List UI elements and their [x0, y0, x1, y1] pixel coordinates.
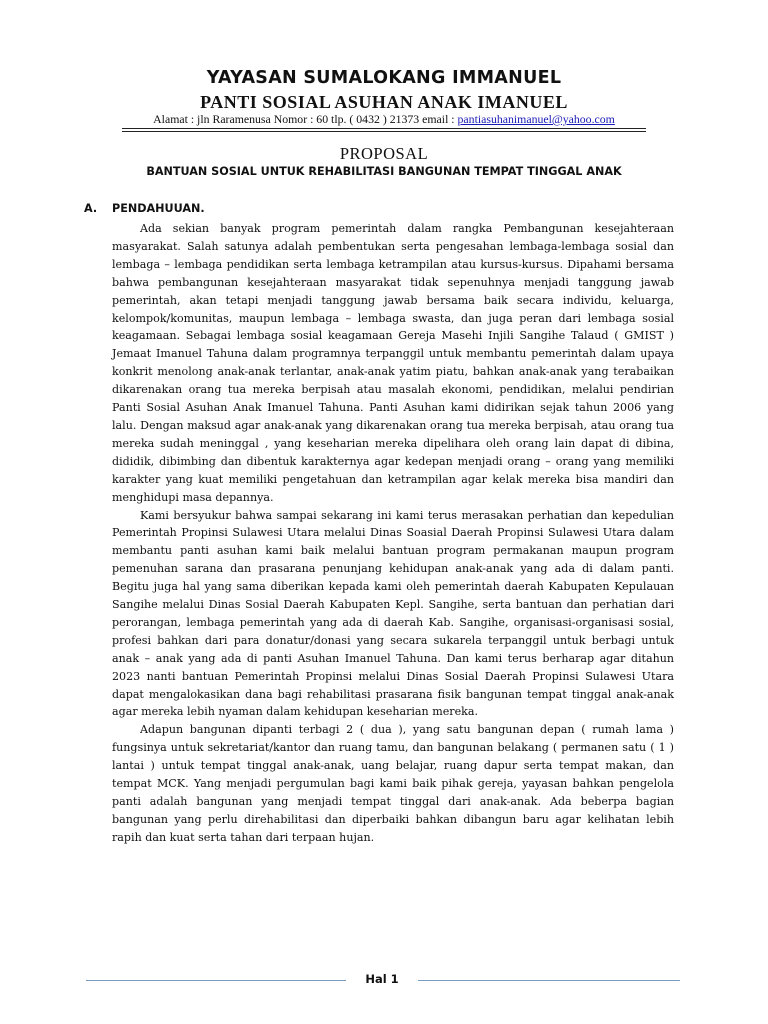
footer-divider-left [86, 980, 346, 981]
header-divider-top [122, 128, 646, 129]
address-text: Alamat : jln Raramenusa Nomor : 60 tlp. ( 0432 ) 21373 email : [153, 112, 458, 126]
paragraph-1: Ada sekian banyak program pemerintah dalam rangka Pembangunan kesejahteraan masyarakat. Salah satunya adalah pembentukan serta pengesahan lembaga-lembaga sosial dan lembaga – lembaga pendidikan serta lembaga ketrampilan atau kursus-kursus. Dipahami bersama bahwa pembangunan kesejahteraan masyarakat tidak sepenuhnya menjadi tanggung jawab pemerintah, akan tetapi menjadi tanggung jawab bersama baik secara individu, keluarga, kelompok/komunitas, maupun lembaga – lembaga swasta, dan juga peran dari lembaga sosial keagamaan. Sebagai lembaga sosial keagamaan Gereja Masehi Injili Sangihe Talaud ( GMIST ) Jemaat Imanuel Tahuna dalam programnya terpanggil untuk membantu pemerintah dalam upaya konkrit menolong anak-anak terlantar, anak-anak yatim piatu, bahkan anak-anak yang terabaikan dikarenakan orang tua mereka berpisah atau masalah ekonomi, pendidikan, melalui pendirian Panti Sosial Asuhan Anak Imanuel Tahuna. Panti Asuhan kami didirikan sejak tahun 2006 yang lalu. Dengan maksud agar anak-anak yang dikarenakan orang tua mereka berpisah, atau orang tua mereka sudah meninggal , yang keseharian mereka dipelihara oleh orang lain dapat di dibina, dididik, dibimbing dan dibentuk karakternya agar kedepan menjadi orang – orang yang memiliki karakter yang kuat memiliki pengetahuan dan ketrampilan agar kelak mereka bisa mandiri dan menghidupi masa depannya. [112, 222, 674, 504]
footer-divider-right [418, 980, 680, 981]
address-line [0, 112, 768, 127]
section-number: A. [84, 202, 98, 215]
organization-name: YAYASAN SUMALOKANG IMMANUEL [206, 68, 562, 88]
paragraph-3: Adapun bangunan dipanti terbagi 2 ( dua ), yang satu bangunan depan ( rumah lama ) fungsinya untuk sekretariat/kantor dan ruang tamu, dan bangunan belakang ( permanen satu ( 1 ) lantai ) untuk tempat tinggal anak-anak, uang belajar, ruang dapur serta tempat makan, dan tempat MCK. Yang menjadi pergumulan bagi kami baik pihak gereja, yayasan bahkan pengelola panti adalah bangunan yang menjadi tempat tinggal dari anak-anak. Ada beberpa bagian bangunan yang perlu direhabilitasi dan diperbaiki bahkan dibangun baru agar kelihatan lebih rapih dan kuat serta tahan dari terpaan hujan. [112, 723, 674, 844]
document-subtitle: BANTUAN SOSIAL UNTUK REHABILITASI BANGUNAN TEMPAT TINGGAL ANAK [146, 165, 622, 178]
page-number: Hal 1 [365, 972, 399, 986]
paragraph-2: Kami bersyukur bahwa sampai sekarang ini kami terus merasakan perhatian dan kepedulian Pemerintah Propinsi Sulawesi Utara melalui Dinas Soasial Daerah Propinsi Sulawesi Utara dalam membantu panti asuhan kami baik melalui bantuan program permakanan maupun program pemenuhan sarana dan prasarana penunjang kehidupan anak-anak yang ada di dalam panti. Begitu juga hal yang sama diberikan kepada kami oleh pemerintah daerah Kabupaten Kepulauan Sangihe melalui Dinas Sosial Daerah Kabupaten Kepl. Sangihe, serta bantuan dan perhatian dari perorangan, lembaga pemerintah yang ada di daerah Kab. Sangihe, organisasi-organisasi sosial, profesi bahkan dari para donatur/donasi yang secara sukarela terpanggil untuk berbagi untuk anak – anak yang ada di panti Asuhan Imanuel Tahuna. Dan kami terus berharap agar ditahun 2023 nanti bantuan Pemerintah Propinsi melalui Dinas Sosial Daerah Propinsi Sulawesi Utara dapat mengalokasikan dana bagi rehabilitasi prasarana fisik bangunan tempat tinggal anak-anak agar mereka lebih nyaman dalam kehidupan keseharian mereka. [112, 508, 674, 719]
organization-subtitle: PANTI SOSIAL ASUHAN ANAK IMANUEL [200, 92, 568, 112]
document-title: PROPOSAL [339, 144, 429, 163]
section-title: PENDAHUUAN. [112, 202, 205, 215]
section-heading [84, 202, 205, 215]
email-link[interactable]: pantiasuhanimanuel@yahoo.com [457, 112, 615, 126]
section-body [112, 220, 674, 847]
header-divider-bottom [122, 131, 646, 132]
